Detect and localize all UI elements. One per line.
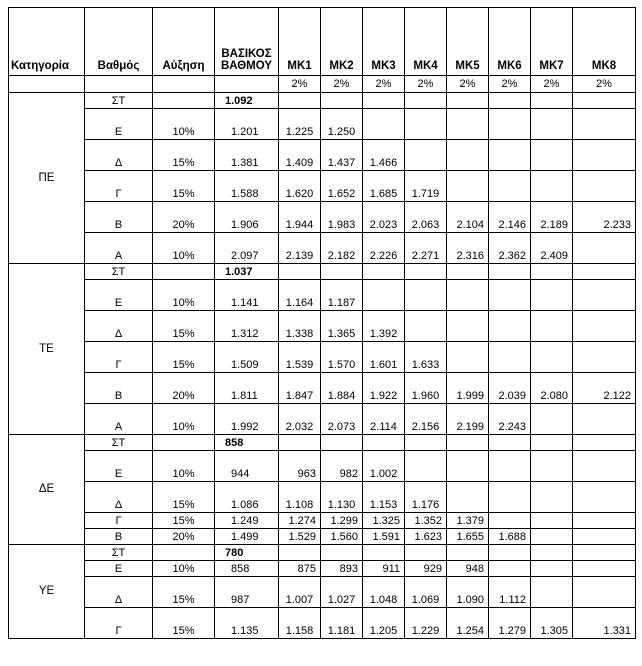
- percent-blank: [215, 76, 279, 93]
- mk-cell: 1.254: [447, 608, 489, 639]
- mk-cell: 1.570: [321, 342, 363, 373]
- mk-cell: [531, 342, 573, 373]
- mk-cell: 1.999: [447, 373, 489, 404]
- mk-cell: [489, 435, 531, 451]
- mk-cell: [489, 482, 531, 513]
- base-salary-cell: 2.097: [215, 233, 279, 264]
- grade-cell: ΣΤ: [85, 435, 153, 451]
- percent-blank: [153, 76, 215, 93]
- mk-cell: [279, 93, 321, 109]
- mk-cell: [489, 93, 531, 109]
- base-salary-cell: 1.312: [215, 311, 279, 342]
- mk-cell: [573, 435, 636, 451]
- mk-cell: [405, 264, 447, 280]
- increase-cell: 15%: [153, 577, 215, 608]
- mk-cell: 1.409: [279, 140, 321, 171]
- table-row: [9, 373, 636, 404]
- table-row: [9, 451, 636, 482]
- increase-cell: 10%: [153, 451, 215, 482]
- increase-cell: 20%: [153, 529, 215, 545]
- mk-cell: [531, 513, 573, 529]
- base-salary-cell: 1.588: [215, 171, 279, 202]
- mk-cell: [531, 529, 573, 545]
- mk-cell: 1.529: [279, 529, 321, 545]
- mk-cell: 1.466: [363, 140, 405, 171]
- header-mk2: ΜΚ2: [321, 8, 363, 76]
- mk-cell: 1.027: [321, 577, 363, 608]
- category-cell: ΔΕ: [9, 435, 85, 545]
- grade-cell: Γ: [85, 171, 153, 202]
- mk-cell: [321, 435, 363, 451]
- mk-cell: 1.983: [321, 202, 363, 233]
- table-row: [9, 513, 636, 529]
- mk-cell: [489, 280, 531, 311]
- mk-cell: 1.153: [363, 482, 405, 513]
- increase-cell: [153, 435, 215, 451]
- increase-cell: 15%: [153, 140, 215, 171]
- increase-cell: [153, 93, 215, 109]
- mk-cell: 1.305: [531, 608, 573, 639]
- header-mk6: ΜΚ6: [489, 8, 531, 76]
- table-row: [9, 529, 636, 545]
- category-cell: ΥΕ: [9, 545, 85, 639]
- grade-cell: Ε: [85, 109, 153, 140]
- grade-cell: ΣΤ: [85, 93, 153, 109]
- mk-cell: [573, 233, 636, 264]
- mk-cell: [531, 561, 573, 577]
- mk-cell: 2.409: [531, 233, 573, 264]
- table-row: [9, 545, 636, 561]
- grade-cell: Δ: [85, 577, 153, 608]
- mk-cell: 1.164: [279, 280, 321, 311]
- mk-cell: 893: [321, 561, 363, 577]
- table-row: [9, 608, 636, 639]
- table-row: [9, 404, 636, 435]
- increase-cell: [153, 545, 215, 561]
- header-mk8: ΜΚ8: [573, 8, 636, 76]
- mk-cell: [573, 577, 636, 608]
- header-base-line1: ΒΑΣΙΚΟΣ: [221, 48, 272, 60]
- mk-cell: [321, 264, 363, 280]
- header-grade: Βαθμός: [85, 8, 153, 76]
- increase-cell: 10%: [153, 404, 215, 435]
- mk-cell: 2.362: [489, 233, 531, 264]
- grade-cell: Β: [85, 529, 153, 545]
- header-mk5: ΜΚ5: [447, 8, 489, 76]
- mk-cell: 1.960: [405, 373, 447, 404]
- mk-cell: 2.032: [279, 404, 321, 435]
- mk-cell: 1.338: [279, 311, 321, 342]
- grade-cell: Α: [85, 233, 153, 264]
- mk-cell: [573, 513, 636, 529]
- table-row: [9, 280, 636, 311]
- table-row: [9, 435, 636, 451]
- mk-cell: 2.122: [573, 373, 636, 404]
- table-body: [9, 93, 636, 639]
- percent-mk6: 2%: [489, 76, 531, 93]
- base-salary-cell: 1.141: [215, 280, 279, 311]
- mk-cell: 1.108: [279, 482, 321, 513]
- mk-cell: 2.156: [405, 404, 447, 435]
- mk-cell: [279, 435, 321, 451]
- mk-cell: 1.250: [321, 109, 363, 140]
- mk-cell: [489, 140, 531, 171]
- mk-cell: 2.114: [363, 404, 405, 435]
- mk-cell: [363, 93, 405, 109]
- category-cell: ΤΕ: [9, 264, 85, 435]
- table-row: [9, 342, 636, 373]
- mk-cell: [573, 561, 636, 577]
- mk-cell: 911: [363, 561, 405, 577]
- mk-cell: [363, 435, 405, 451]
- base-salary-cell: 1.811: [215, 373, 279, 404]
- mk-cell: 2.023: [363, 202, 405, 233]
- mk-cell: [531, 451, 573, 482]
- increase-cell: 20%: [153, 202, 215, 233]
- mk-cell: [447, 280, 489, 311]
- mk-cell: 2.080: [531, 373, 573, 404]
- grade-cell: Ε: [85, 561, 153, 577]
- mk-cell: 1.279: [489, 608, 531, 639]
- mk-cell: 2.073: [321, 404, 363, 435]
- mk-cell: [531, 482, 573, 513]
- mk-cell: [321, 93, 363, 109]
- mk-cell: [321, 545, 363, 561]
- mk-cell: [405, 109, 447, 140]
- mk-cell: [447, 545, 489, 561]
- base-salary-cell: 780: [215, 545, 279, 561]
- base-salary-cell: 858: [215, 561, 279, 577]
- mk-cell: 1.601: [363, 342, 405, 373]
- mk-cell: [405, 280, 447, 311]
- table-row: [9, 171, 636, 202]
- base-salary-cell: 1.381: [215, 140, 279, 171]
- increase-cell: 15%: [153, 342, 215, 373]
- mk-cell: [573, 482, 636, 513]
- header-mk3: ΜΚ3: [363, 8, 405, 76]
- mk-cell: [363, 109, 405, 140]
- mk-cell: 1.437: [321, 140, 363, 171]
- mk-cell: 1.274: [279, 513, 321, 529]
- grade-cell: Ε: [85, 451, 153, 482]
- mk-cell: 1.187: [321, 280, 363, 311]
- header-category: Κατηγορία: [9, 8, 85, 76]
- mk-cell: [489, 545, 531, 561]
- mk-cell: [531, 311, 573, 342]
- grade-cell: Γ: [85, 342, 153, 373]
- mk-cell: [573, 93, 636, 109]
- mk-cell: 1.688: [489, 529, 531, 545]
- mk-cell: 2.316: [447, 233, 489, 264]
- mk-cell: [363, 264, 405, 280]
- grade-cell: Β: [85, 373, 153, 404]
- mk-cell: 1.205: [363, 608, 405, 639]
- percent-row: [9, 76, 636, 93]
- mk-cell: [405, 545, 447, 561]
- grade-cell: Α: [85, 404, 153, 435]
- mk-cell: 2.189: [531, 202, 573, 233]
- mk-cell: 1.560: [321, 529, 363, 545]
- percent-mk4: 2%: [405, 76, 447, 93]
- increase-cell: 10%: [153, 280, 215, 311]
- mk-cell: 1.847: [279, 373, 321, 404]
- mk-cell: 2.146: [489, 202, 531, 233]
- mk-cell: 2.063: [405, 202, 447, 233]
- mk-cell: [573, 404, 636, 435]
- percent-mk7: 2%: [531, 76, 573, 93]
- mk-cell: [489, 264, 531, 280]
- mk-cell: [531, 577, 573, 608]
- mk-cell: 1.539: [279, 342, 321, 373]
- mk-cell: [489, 109, 531, 140]
- table-row: [9, 202, 636, 233]
- mk-cell: 1.922: [363, 373, 405, 404]
- grade-cell: Δ: [85, 140, 153, 171]
- increase-cell: 20%: [153, 373, 215, 404]
- mk-cell: 2.226: [363, 233, 405, 264]
- mk-cell: 2.271: [405, 233, 447, 264]
- mk-cell: [489, 561, 531, 577]
- salary-table-container: [8, 7, 636, 639]
- mk-cell: 875: [279, 561, 321, 577]
- category-cell: ΠΕ: [9, 93, 85, 264]
- mk-cell: [531, 264, 573, 280]
- mk-cell: [573, 311, 636, 342]
- mk-cell: 1.331: [573, 608, 636, 639]
- mk-cell: 1.048: [363, 577, 405, 608]
- mk-cell: [489, 451, 531, 482]
- mk-cell: [531, 171, 573, 202]
- mk-cell: 1.884: [321, 373, 363, 404]
- mk-cell: [489, 311, 531, 342]
- mk-cell: 1.112: [489, 577, 531, 608]
- mk-cell: 1.633: [405, 342, 447, 373]
- mk-cell: [531, 140, 573, 171]
- mk-cell: [531, 109, 573, 140]
- mk-cell: [405, 140, 447, 171]
- percent-mk8: 2%: [573, 76, 636, 93]
- grade-cell: Β: [85, 202, 153, 233]
- header-mk7: ΜΚ7: [531, 8, 573, 76]
- mk-cell: 963: [279, 451, 321, 482]
- mk-cell: 1.130: [321, 482, 363, 513]
- mk-cell: [279, 545, 321, 561]
- mk-cell: [447, 93, 489, 109]
- mk-cell: 1.069: [405, 577, 447, 608]
- base-salary-cell: 1.201: [215, 109, 279, 140]
- mk-cell: 1.181: [321, 608, 363, 639]
- base-salary-cell: 944: [215, 451, 279, 482]
- grade-cell: Ε: [85, 280, 153, 311]
- mk-cell: [447, 264, 489, 280]
- header-increase: Αύξηση: [153, 8, 215, 76]
- mk-cell: [405, 451, 447, 482]
- grade-cell: Δ: [85, 311, 153, 342]
- header-row: [9, 8, 636, 76]
- mk-cell: 1.158: [279, 608, 321, 639]
- mk-cell: [573, 529, 636, 545]
- percent-mk3: 2%: [363, 76, 405, 93]
- mk-cell: 1.591: [363, 529, 405, 545]
- mk-cell: 1.620: [279, 171, 321, 202]
- percent-mk2: 2%: [321, 76, 363, 93]
- mk-cell: [531, 404, 573, 435]
- mk-cell: [573, 109, 636, 140]
- mk-cell: [405, 93, 447, 109]
- base-salary-cell: 1.249: [215, 513, 279, 529]
- base-salary-cell: 987: [215, 577, 279, 608]
- mk-cell: 948: [447, 561, 489, 577]
- mk-cell: [531, 435, 573, 451]
- mk-cell: 2.104: [447, 202, 489, 233]
- mk-cell: 982: [321, 451, 363, 482]
- mk-cell: [573, 342, 636, 373]
- mk-cell: [363, 545, 405, 561]
- mk-cell: 2.039: [489, 373, 531, 404]
- grade-cell: Γ: [85, 608, 153, 639]
- percent-blank: [9, 76, 85, 93]
- base-salary-cell: 1.499: [215, 529, 279, 545]
- mk-cell: 1.225: [279, 109, 321, 140]
- increase-cell: 15%: [153, 311, 215, 342]
- increase-cell: 15%: [153, 482, 215, 513]
- mk-cell: 2.233: [573, 202, 636, 233]
- grade-cell: ΣΤ: [85, 545, 153, 561]
- mk-cell: [447, 171, 489, 202]
- grade-cell: Δ: [85, 482, 153, 513]
- increase-cell: 10%: [153, 233, 215, 264]
- base-salary-cell: 1.509: [215, 342, 279, 373]
- mk-cell: 1.379: [447, 513, 489, 529]
- table-row: [9, 311, 636, 342]
- mk-cell: [447, 342, 489, 373]
- mk-cell: 1.007: [279, 577, 321, 608]
- mk-cell: 1.685: [363, 171, 405, 202]
- mk-cell: 1.002: [363, 451, 405, 482]
- mk-cell: 1.719: [405, 171, 447, 202]
- mk-cell: 1.090: [447, 577, 489, 608]
- mk-cell: 1.325: [363, 513, 405, 529]
- mk-cell: [489, 342, 531, 373]
- mk-cell: [405, 311, 447, 342]
- mk-cell: [279, 264, 321, 280]
- mk-cell: 1.944: [279, 202, 321, 233]
- mk-cell: 2.182: [321, 233, 363, 264]
- header-mk1: ΜΚ1: [279, 8, 321, 76]
- mk-cell: 1.623: [405, 529, 447, 545]
- mk-cell: [573, 280, 636, 311]
- increase-cell: 15%: [153, 513, 215, 529]
- base-salary-cell: 1.906: [215, 202, 279, 233]
- mk-cell: [531, 280, 573, 311]
- table-row: [9, 109, 636, 140]
- base-salary-cell: 1.086: [215, 482, 279, 513]
- mk-cell: [447, 482, 489, 513]
- mk-cell: [573, 451, 636, 482]
- base-salary-cell: 1.092: [215, 93, 279, 109]
- grade-cell: ΣΤ: [85, 264, 153, 280]
- increase-cell: 15%: [153, 171, 215, 202]
- base-salary-cell: 1.135: [215, 608, 279, 639]
- grade-cell: Γ: [85, 513, 153, 529]
- base-salary-cell: 858: [215, 435, 279, 451]
- mk-cell: [447, 435, 489, 451]
- header-base-line2: ΒΑΘΜΟΥ: [220, 60, 273, 72]
- table-row: [9, 482, 636, 513]
- mk-cell: [531, 93, 573, 109]
- mk-cell: 1.652: [321, 171, 363, 202]
- mk-cell: [573, 171, 636, 202]
- mk-cell: [447, 140, 489, 171]
- header-base: [215, 8, 279, 76]
- increase-cell: 10%: [153, 109, 215, 140]
- mk-cell: [531, 545, 573, 561]
- mk-cell: [573, 140, 636, 171]
- mk-cell: [573, 545, 636, 561]
- mk-cell: [447, 109, 489, 140]
- mk-cell: 1.176: [405, 482, 447, 513]
- table-row: [9, 233, 636, 264]
- header-mk4: ΜΚ4: [405, 8, 447, 76]
- base-salary-cell: 1.992: [215, 404, 279, 435]
- table-row: [9, 577, 636, 608]
- mk-cell: 1.299: [321, 513, 363, 529]
- percent-blank: [85, 76, 153, 93]
- base-salary-cell: 1.037: [215, 264, 279, 280]
- increase-cell: 15%: [153, 608, 215, 639]
- table-row: [9, 561, 636, 577]
- percent-mk5: 2%: [447, 76, 489, 93]
- table-row: [9, 140, 636, 171]
- mk-cell: 1.229: [405, 608, 447, 639]
- mk-cell: 2.243: [489, 404, 531, 435]
- mk-cell: [573, 264, 636, 280]
- mk-cell: 1.352: [405, 513, 447, 529]
- increase-cell: 10%: [153, 561, 215, 577]
- mk-cell: [447, 451, 489, 482]
- mk-cell: [405, 435, 447, 451]
- mk-cell: 1.365: [321, 311, 363, 342]
- table-row: [9, 93, 636, 109]
- mk-cell: 2.139: [279, 233, 321, 264]
- mk-cell: 2.199: [447, 404, 489, 435]
- table-row: [9, 264, 636, 280]
- increase-cell: [153, 264, 215, 280]
- percent-mk1: 2%: [279, 76, 321, 93]
- salary-table: [8, 7, 636, 639]
- mk-cell: 1.655: [447, 529, 489, 545]
- mk-cell: 929: [405, 561, 447, 577]
- mk-cell: 1.392: [363, 311, 405, 342]
- mk-cell: [363, 280, 405, 311]
- mk-cell: [489, 171, 531, 202]
- mk-cell: [489, 513, 531, 529]
- mk-cell: [447, 311, 489, 342]
